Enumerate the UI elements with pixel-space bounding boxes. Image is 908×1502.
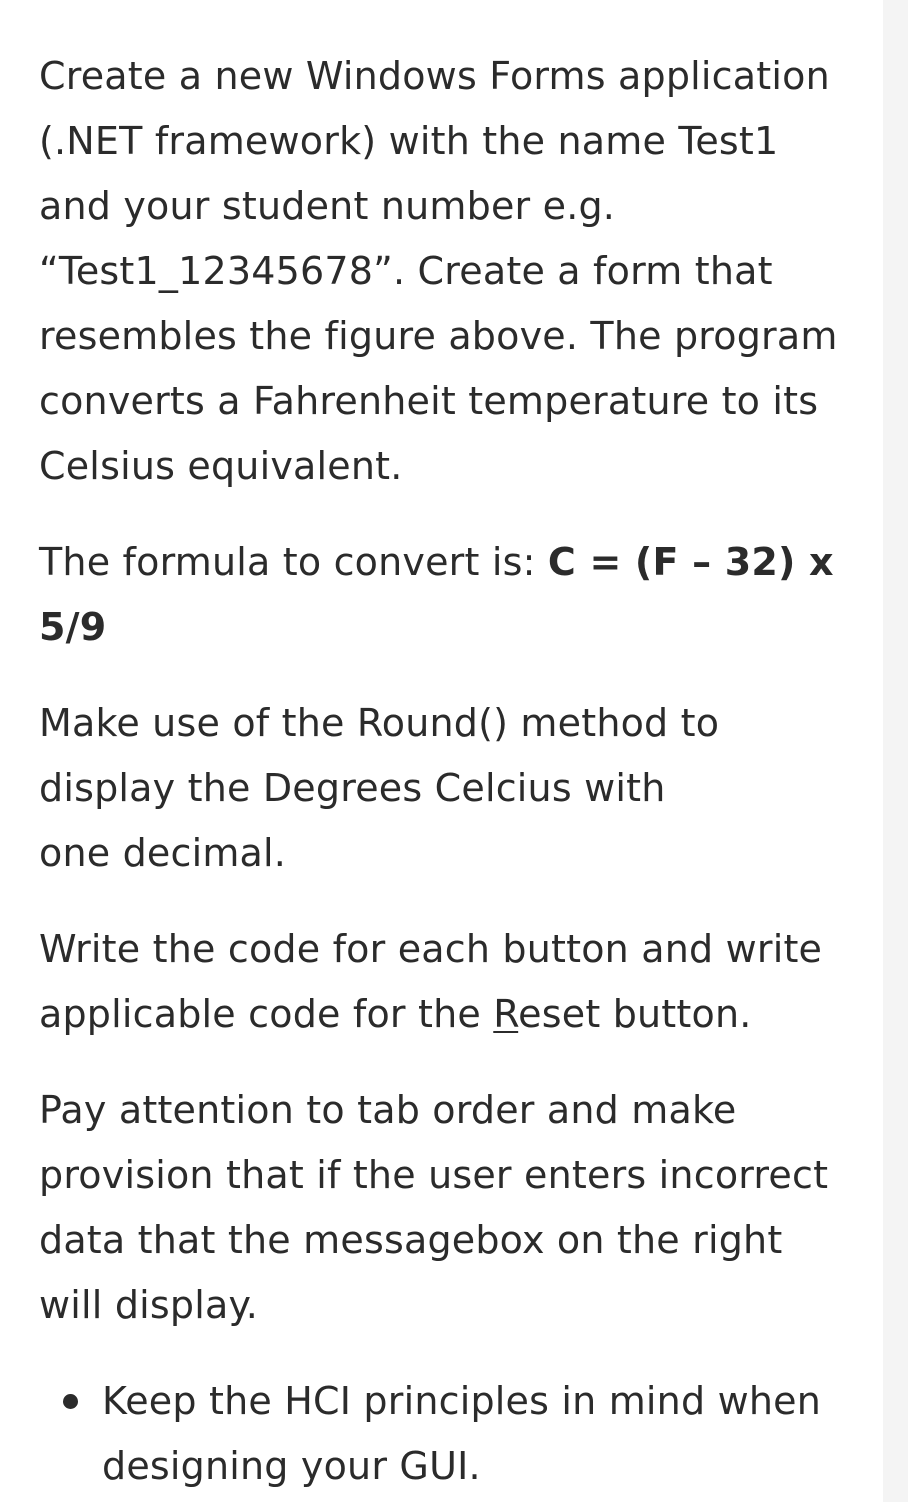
reset-accelerator-letter: R <box>493 992 519 1036</box>
text-line: Pay attention to tab order and make <box>39 1088 737 1132</box>
text-line: and your student number e.g. <box>39 184 616 228</box>
paragraph-button-code <box>39 917 859 1047</box>
list-item <box>39 1369 859 1499</box>
formula-text: C = (F – 32) x <box>547 540 834 584</box>
text-line: Keep the HCI principles in mind when <box>102 1379 821 1423</box>
paragraph-round-method <box>39 691 859 886</box>
text-line: Create a new Windows Forms application <box>39 54 830 98</box>
text-line: will display. <box>39 1283 259 1327</box>
text-line: Make use of the Round() method to <box>39 701 720 745</box>
paragraph-instructions <box>39 44 859 499</box>
formula-text-continued: 5/9 <box>39 605 107 649</box>
document-body <box>39 44 859 1499</box>
text-line: one decimal. <box>39 831 287 875</box>
text-line: Write the code for each button and write <box>39 927 823 971</box>
text-line: converts a Fahrenheit temperature to its <box>39 379 819 423</box>
bullet-list <box>39 1369 859 1499</box>
paragraph-tab-order <box>39 1078 859 1338</box>
text-line-after: eset button. <box>518 992 752 1036</box>
text-line: Celsius equivalent. <box>39 444 403 488</box>
text-line: provision that if the user enters incorrect <box>39 1153 829 1197</box>
text-line: (.NET framework) with the name Test1 <box>39 119 779 163</box>
text-line-before: applicable code for the <box>39 992 494 1036</box>
text-line: resembles the figure above. The program <box>39 314 838 358</box>
paragraph-formula <box>39 530 859 660</box>
bullet-icon <box>63 1394 78 1409</box>
text-line: “Test1_12345678”. Create a form that <box>39 249 773 293</box>
text-line: data that the messagebox on the right <box>39 1218 783 1262</box>
right-margin-strip <box>883 0 908 1502</box>
text-line: designing your GUI. <box>102 1444 481 1488</box>
formula-intro: The formula to convert is: <box>39 540 548 584</box>
text-line: display the Degrees Celcius with <box>39 766 666 810</box>
